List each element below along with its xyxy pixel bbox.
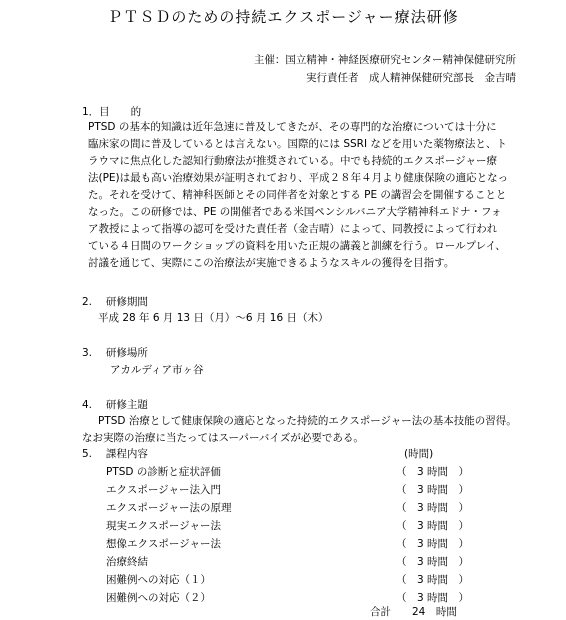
venue-value: アカルディア市ヶ谷 xyxy=(110,364,204,376)
course-total: 合計 24 時間 xyxy=(370,606,457,618)
responsible-person-line: 実行責任者 成人精神保健研究部長 金吉晴 xyxy=(306,72,516,84)
purpose-text-line: ア教授によって指導の認可を受けた責任者（金吉晴）によって、同教授によって行われ xyxy=(88,223,498,235)
section-period-heading: 2. 研修期間 xyxy=(82,296,148,308)
section-topic-heading: 4. 研修主題 xyxy=(82,399,148,411)
period-value: 平成 28 年 6 月 13 日（月）～6 月 16 日（木） xyxy=(98,312,329,324)
course-item-hours: （ 3 時間 ） xyxy=(396,466,470,478)
section-purpose-heading: 1．目 的 xyxy=(82,106,142,118)
course-item-name: 治療終結 xyxy=(106,556,148,568)
course-item-name: 現実エクスポージャー法 xyxy=(106,520,221,532)
course-item-hours: （ 3 時間 ） xyxy=(396,520,470,532)
purpose-text-line: 臨床家の間に普及しているとは言えない。国際的には SSRI などを用いた薬物療法と、ト xyxy=(88,138,507,150)
course-item-name: 困難例への対応（１） xyxy=(106,574,211,586)
purpose-text-line: なった。この研修では、PE の開催者である米国ペンシルバニア大学精神科エドナ・フォ xyxy=(88,206,502,218)
hours-column-header: (時間) xyxy=(404,448,434,460)
organizer-line: 主催：国立精神・神経医療研究センター精神保健研究所 xyxy=(253,54,516,66)
purpose-text-line: ている４日間のワークショップの資料を用いた正規の講義と訓練を行う。ロールプレイ、 xyxy=(88,240,506,252)
course-item-name: 想像エクスポージャー法 xyxy=(106,538,221,550)
topic-text-line: PTSD 治療として健康保険の適応となった持続的エクスポージャー法の基本技能の習得。 xyxy=(98,415,517,427)
purpose-text-line: ラウマに焦点化した認知行動療法が推奨されている。中でも持続的エクスポージャー療 xyxy=(88,155,497,167)
course-item-hours: （ 3 時間 ） xyxy=(396,592,470,604)
course-item-name: PTSD の診断と症状評価 xyxy=(106,466,221,478)
section-course-heading: 5. 課程内容 xyxy=(82,448,148,460)
course-item-hours: （ 3 時間 ） xyxy=(396,574,470,586)
document-title: ＰＴＳＤのための持続エクスポージャー療法研修 xyxy=(107,8,459,26)
purpose-text-line: 討議を通じて、実際にこの治療法が実施できるようなスキルの獲得を目指す。 xyxy=(88,257,455,269)
course-item-hours: （ 3 時間 ） xyxy=(396,556,470,568)
course-item-name: エクスポージャー法の原理 xyxy=(106,502,232,514)
purpose-text-line: PTSD の基本的知識は近年急速に普及してきたが、その専門的な治療については十分に xyxy=(88,121,497,133)
course-item-hours: （ 3 時間 ） xyxy=(396,502,470,514)
purpose-text-line: 法(PE)は最も高い治療効果が証明されており、平成２８年４月より健康保険の適応となっ xyxy=(88,172,509,184)
purpose-text-line: た。それを受けて、精神科医師とその同伴者を対象とする PE の講習会を開催することと xyxy=(88,189,507,201)
course-item-hours: （ 3 時間 ） xyxy=(396,484,470,496)
topic-text-line: なお実際の治療に当たってはスーパーバイズが必要である。 xyxy=(82,432,364,444)
course-item-hours: （ 3 時間 ） xyxy=(396,538,470,550)
section-venue-heading: 3. 研修場所 xyxy=(82,347,148,359)
course-item-name: 困難例への対応（２） xyxy=(106,592,211,604)
course-item-name: エクスポージャー法入門 xyxy=(106,484,221,496)
